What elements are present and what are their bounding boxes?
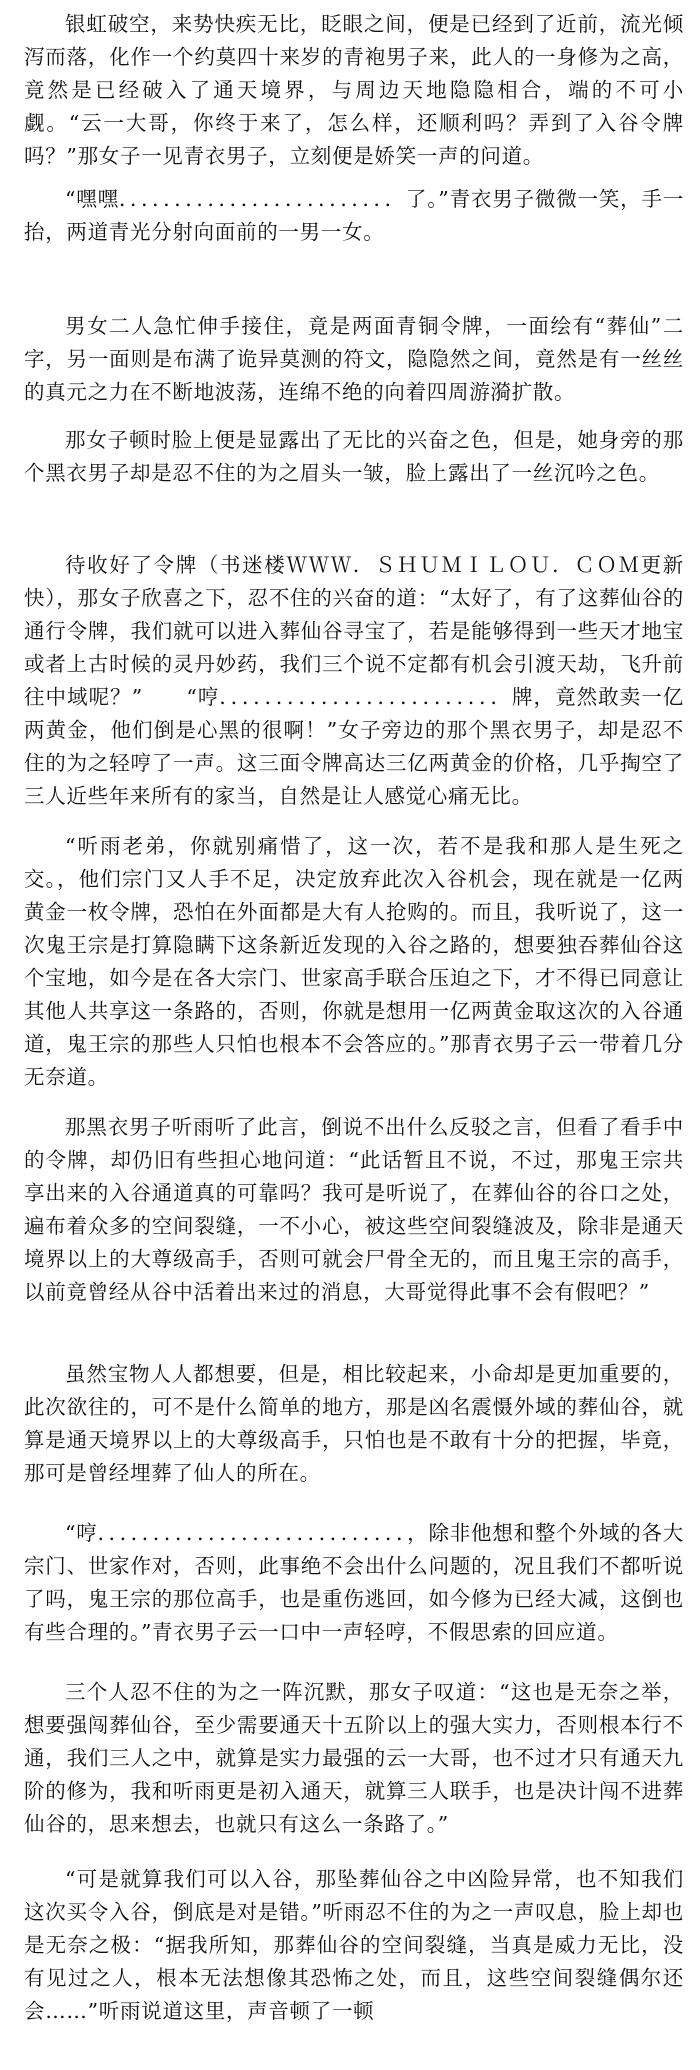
paragraph-2: “嘿嘿．．．．．．．．．．．．．．．．．．．．．．．．．了。”青衣男子微微一笑，手一抬，两道青光分射向面前的一男一女。 bbox=[24, 187, 684, 244]
paragraph-7: 那黑衣男子听雨听了此言，倒说不出什么反驳之言，但看了看手中的令牌，却仍旧有些担心地问道：“此话暂且不说，不过，那鬼王宗共享出来的入谷通道真的可靠吗？我可是听说了，在葬仙谷的谷口之处，遍布着众多的空间裂缝，一不小心，被这些空间裂缝波及，除非是通天境界以上的大尊级高手，否则可就会尸骨全无的，而且鬼王宗的高手，以前竟曾经从谷中活着出来过的消息，大哥觉得此事不会有假吧？” bbox=[24, 1115, 684, 1304]
paragraph-6: “听雨老弟，你就别痛惜了，这一次，若不是我和那人是生死之交。，他们宗门又人手不足，决定放弃此次入谷机会，现在就是一亿两黄金一枚令牌，恐怕在外面都是大有人抢购的。而且，我听说了，这一次鬼王宗是打算隐瞒下这条新近发现的入谷之路的，想要独吞葬仙谷这个宝地，如今是在各大宗门、世家高手联合压迫之下，才不得已同意让其他人共享这一条路的，否则，你就是想用一亿两黄金取这次的入谷通道，鬼王宗的那些人只怕也根本不会答应的。”那青衣男子云一带着几分无奈道。 bbox=[24, 834, 684, 1089]
paragraph-5: 待收好了令牌（书迷楼ＷＷＷ．ＳＨＵＭＩＬＯＵ．ＣＯＭ更新快），那女子欣喜之下，忍不住的兴奋的道：“太好了，有了这葬仙谷的通行令牌，我们就可以进入葬仙谷寻宝了，若是能够得到一些天才地宝或者上古时候的灵丹妙药，我们三个说不定都有机会引渡天劫，飞升前往中域呢？” “哼．．．．．．．．．．．．．．．．．．．．．．．．．牌，竟然敢卖一亿两黄金，他们倒是心黑的很啊！”女子旁边的那个黑衣男子，却是忍不住的为之轻哼了一声。这三面令牌高达三亿两黄金的价格，几乎掏空了三人近些年来所有的家当，自然是让人感觉心痛无比。 bbox=[24, 553, 684, 808]
paragraph-9: “哼．．．．．．．．．．．．．．．．．．．．．．．．．．．．，除非他想和整个外域的各大宗门、世家作对，否则，此事绝不会出什么问题的，况且我们不都听说了吗，鬼王宗的那位高手，也是重伤逃回，如今修为已经大减，这倒也有些合理的。”青衣男子云一口中一声轻哼，不假思索的回应道。 bbox=[24, 1521, 684, 1644]
paragraph-8: 虽然宝物人人都想要，但是，相比较起来，小命却是更加重要的，此次欲往的，可不是什么简单的地方，那是凶名震慑外域的葬仙谷，就算是通天境界以上的大尊级高手，只怕也是不敢有十分的把握，毕竟，那可是曾经埋葬了仙人的所在。 bbox=[24, 1362, 684, 1485]
paragraph-4: 那女子顿时脸上便是显露出了无比的兴奋之色，但是，她身旁的那个黑衣男子却是忍不住的为之眉头一皱，脸上露出了一丝沉吟之色。 bbox=[24, 428, 684, 485]
paragraph-10: 三个人忍不住的为之一阵沉默，那女子叹道：“这也是无奈之举，想要强闯葬仙谷，至少需要通天十五阶以上的强大实力，否则根本行不通，我们三人之中，就算是实力最强的云一大哥，也不过才只有通天九阶的修为，我和听雨更是初入通天，就算三人联手，也是决计闯不进葬仙谷的，思来想去，也就只有这么一条路了。” bbox=[24, 1680, 684, 1836]
paragraph-11: “可是就算我们可以入谷，那坠葬仙谷之中凶险异常，也不知我们这次买令入谷，倒底是对是错。”听雨忍不住的为之一声叹息，脸上却也是无奈之极：“据我所知，那葬仙谷的空间裂缝，当真是威力无比，没有见过之人，根本无法想像其恐怖之处，而且，这些空间裂缝偶尔还会……”听雨说道这里，声音顿了一顿 bbox=[24, 1867, 684, 2023]
paragraph-1: 银虹破空，来势快疾无比，眨眼之间，便是已经到了近前，流光倾泻而落，化作一个约莫四十来岁的青袍男子来，此人的一身修为之高，竟然是已经破入了通天境界，与周边天地隐隐相合，端的不可小觑。“云一大哥，你终于来了，怎么样，还顺利吗？弄到了入谷令牌吗？”那女子一见青衣男子，立刻便是娇笑一声的问道。 bbox=[24, 12, 684, 168]
paragraph-3: 男女二人急忙伸手接住，竟是两面青铜令牌，一面绘有“葬仙”二字，另一面则是布满了诡异莫测的符文，隐隐然之间，竟然是有一丝丝的真元之力在不断地波荡，连绵不绝的向着四周游漪扩散。 bbox=[24, 314, 684, 404]
